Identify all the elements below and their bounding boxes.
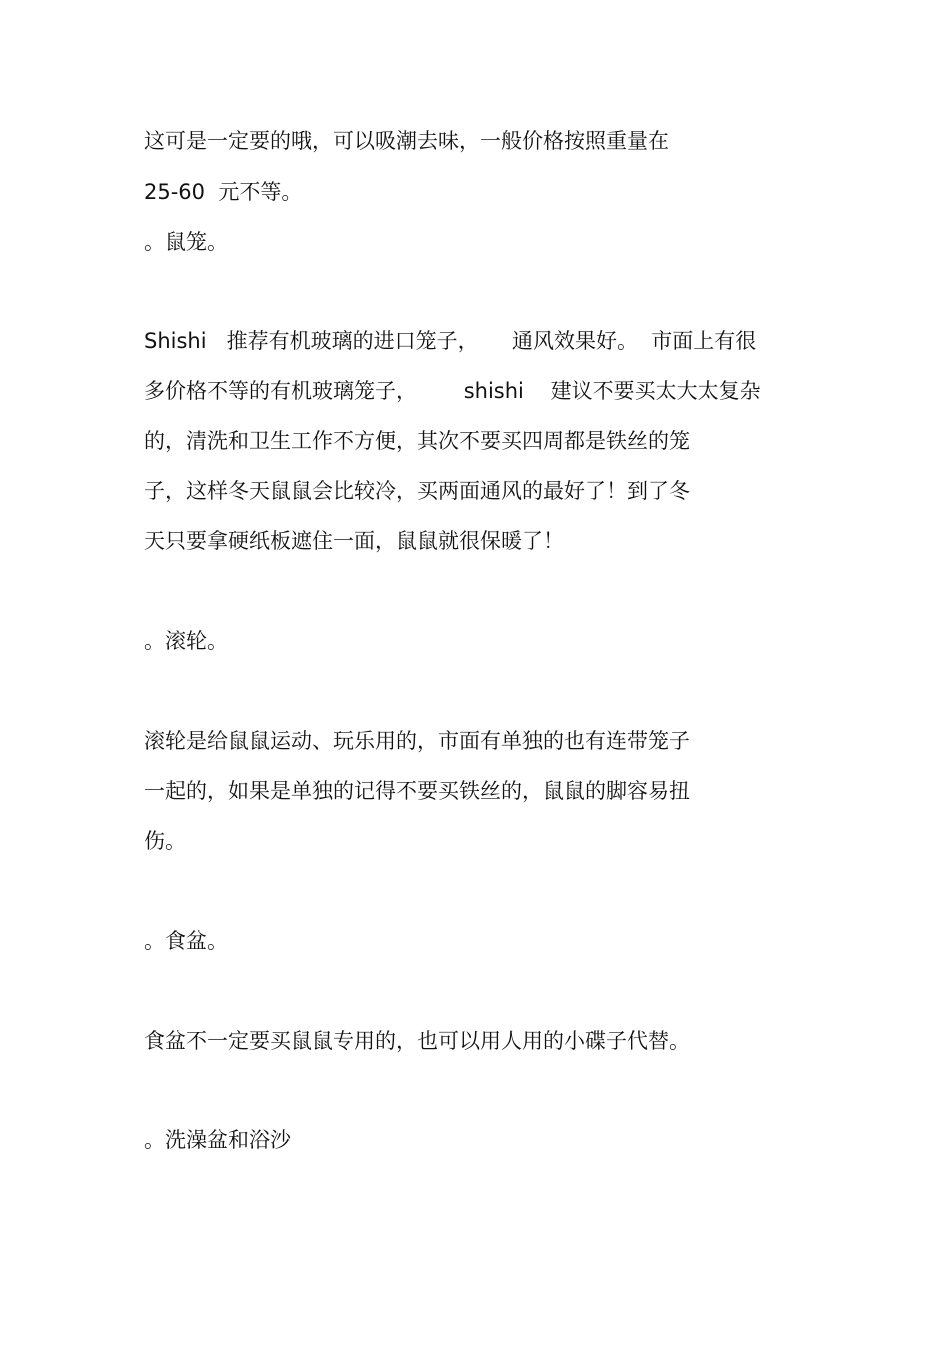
paragraph-2-line-1: Shishi 推荐有机玻璃的进口笼子， 通风效果好。 市面上有很 bbox=[144, 329, 757, 353]
paragraph-3-line-3: 伤。 bbox=[144, 829, 186, 853]
heading-wheel: 。滚轮。 bbox=[144, 629, 228, 653]
heading-bath: 。洗澡盆和浴沙 bbox=[144, 1128, 291, 1152]
paragraph-3-line-2: 一起的，如果是单独的记得不要买铁丝的，鼠鼠的脚容易扭 bbox=[144, 779, 690, 803]
paragraph-1-line-1: 这可是一定要的哦，可以吸潮去味，一般价格按照重量在 bbox=[144, 129, 669, 153]
paragraph-2-line-3: 的，清洗和卫生工作不方便，其次不要买四周都是铁丝的笼 bbox=[144, 429, 690, 453]
paragraph-4-line-1: 食盆不一定要买鼠鼠专用的，也可以用人用的小碟子代替。 bbox=[144, 1029, 690, 1053]
heading-cage: 。鼠笼。 bbox=[144, 230, 228, 254]
paragraph-2-line-4: 子，这样冬天鼠鼠会比较冷，买两面通风的最好了！到了冬 bbox=[144, 479, 690, 503]
paragraph-2-line-2: 多价格不等的有机玻璃笼子， shishi 建议不要买太大太复杂 bbox=[144, 379, 761, 403]
heading-bowl: 。食盆。 bbox=[144, 929, 228, 953]
paragraph-1-line-2: 25-60 元不等。 bbox=[144, 180, 303, 204]
paragraph-3-line-1: 滚轮是给鼠鼠运动、玩乐用的，市面有单独的也有连带笼子 bbox=[144, 729, 690, 753]
paragraph-2-line-5: 天只要拿硬纸板遮住一面，鼠鼠就很保暖了！ bbox=[144, 529, 564, 553]
